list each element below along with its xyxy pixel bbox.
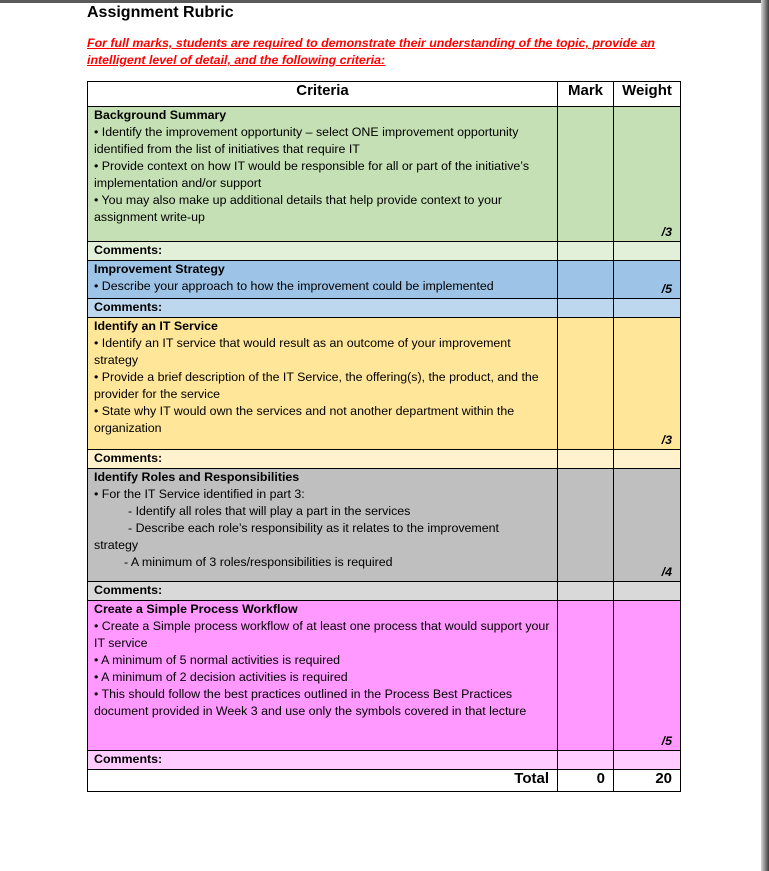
criteria-line: • State why IT would own the services and not another department within the organization xyxy=(94,404,515,435)
section-title: Background Summary xyxy=(94,108,227,122)
criteria-row-it-service xyxy=(88,318,681,450)
comments-label[interactable]: Comments: xyxy=(88,242,558,261)
section-title: Identify an IT Service xyxy=(94,319,218,333)
mark-cell[interactable] xyxy=(558,601,614,751)
mark-cell[interactable] xyxy=(558,261,614,299)
criteria-line: • This should follow the best practices outlined in the Process Best Practices document provided in Week 3 and use only the symbols covered in that lecture xyxy=(94,687,527,718)
criteria-line: strategy xyxy=(94,538,139,552)
criteria-line: - Identify all roles that will play a part in the services xyxy=(128,504,411,518)
criteria-cell xyxy=(88,107,558,242)
criteria-row-roles xyxy=(88,469,681,582)
criteria-row-improvement-strategy xyxy=(88,261,681,299)
criteria-line: • Create a Simple process workflow of at least one process that would support your IT service xyxy=(94,619,550,650)
mark-cell[interactable] xyxy=(558,318,614,450)
criteria-line: • For the IT Service identified in part 3: xyxy=(94,487,305,501)
total-label: Total xyxy=(88,770,558,792)
comments-row xyxy=(88,450,681,469)
comments-row xyxy=(88,299,681,318)
criteria-line: • Provide a brief description of the IT Service, the offering(s), the product, and the provider for the service xyxy=(94,370,539,401)
criteria-line: • A minimum of 5 normal activities is required xyxy=(94,653,341,667)
weight-cell: /5 xyxy=(614,601,681,751)
criteria-line: • Identify an IT service that would result as an outcome of your improvement strategy xyxy=(94,336,511,367)
weight-cell: /3 xyxy=(614,318,681,450)
criteria-line: • A minimum of 2 decision activities is required xyxy=(94,670,348,684)
total-row xyxy=(88,770,681,792)
comments-label[interactable]: Comments: xyxy=(88,299,558,318)
criteria-row-process-workflow xyxy=(88,601,681,751)
weight-cell: /4 xyxy=(614,469,681,582)
mark-header: Mark xyxy=(558,82,614,107)
instructions-text: For full marks, students are required to demonstrate their understanding of the topic, provide an intelligent level of detail, and the following criteria: xyxy=(87,36,655,67)
criteria-row-background-summary xyxy=(88,107,681,242)
page-right-edge xyxy=(761,0,769,871)
criteria-header: Criteria xyxy=(88,82,558,107)
criteria-line: - Describe each role’s responsibility as it relates to the improvement xyxy=(128,521,499,535)
criteria-cell xyxy=(88,261,558,299)
page-top-edge xyxy=(0,0,769,3)
weight-cell: /5 xyxy=(614,261,681,299)
comments-label[interactable]: Comments: xyxy=(88,751,558,770)
comments-row xyxy=(88,242,681,261)
total-mark: 0 xyxy=(558,770,614,792)
total-weight: 20 xyxy=(614,770,681,792)
criteria-cell xyxy=(88,318,558,450)
header-row xyxy=(88,82,681,107)
criteria-cell xyxy=(88,601,558,751)
weight-header: Weight xyxy=(614,82,681,107)
criteria-line: • You may also make up additional details that help provide context to your assignment write-up xyxy=(94,193,502,224)
comments-label[interactable]: Comments: xyxy=(88,450,558,469)
criteria-line: • Identify the improvement opportunity – select ONE improvement opportunity identified from the list of initiatives that require IT xyxy=(94,125,519,156)
criteria-line: • Provide context on how IT would be responsible for all or part of the initiative’s implementation and/or support xyxy=(94,159,530,190)
comments-row xyxy=(88,751,681,770)
weight-cell: /3 xyxy=(614,107,681,242)
comments-row xyxy=(88,582,681,601)
criteria-line: • Describe your approach to how the improvement could be implemented xyxy=(94,279,494,293)
section-title: Create a Simple Process Workflow xyxy=(94,602,298,616)
criteria-line: - A minimum of 3 roles/responsibilities is required xyxy=(124,555,393,569)
section-title: Improvement Strategy xyxy=(94,262,225,276)
mark-cell[interactable] xyxy=(558,107,614,242)
criteria-cell xyxy=(88,469,558,582)
section-title: Identify Roles and Responsibilities xyxy=(94,470,300,484)
rubric-table xyxy=(87,81,681,792)
comments-label[interactable]: Comments: xyxy=(88,582,558,601)
mark-cell[interactable] xyxy=(558,469,614,582)
page-title: Assignment Rubric xyxy=(87,4,234,21)
